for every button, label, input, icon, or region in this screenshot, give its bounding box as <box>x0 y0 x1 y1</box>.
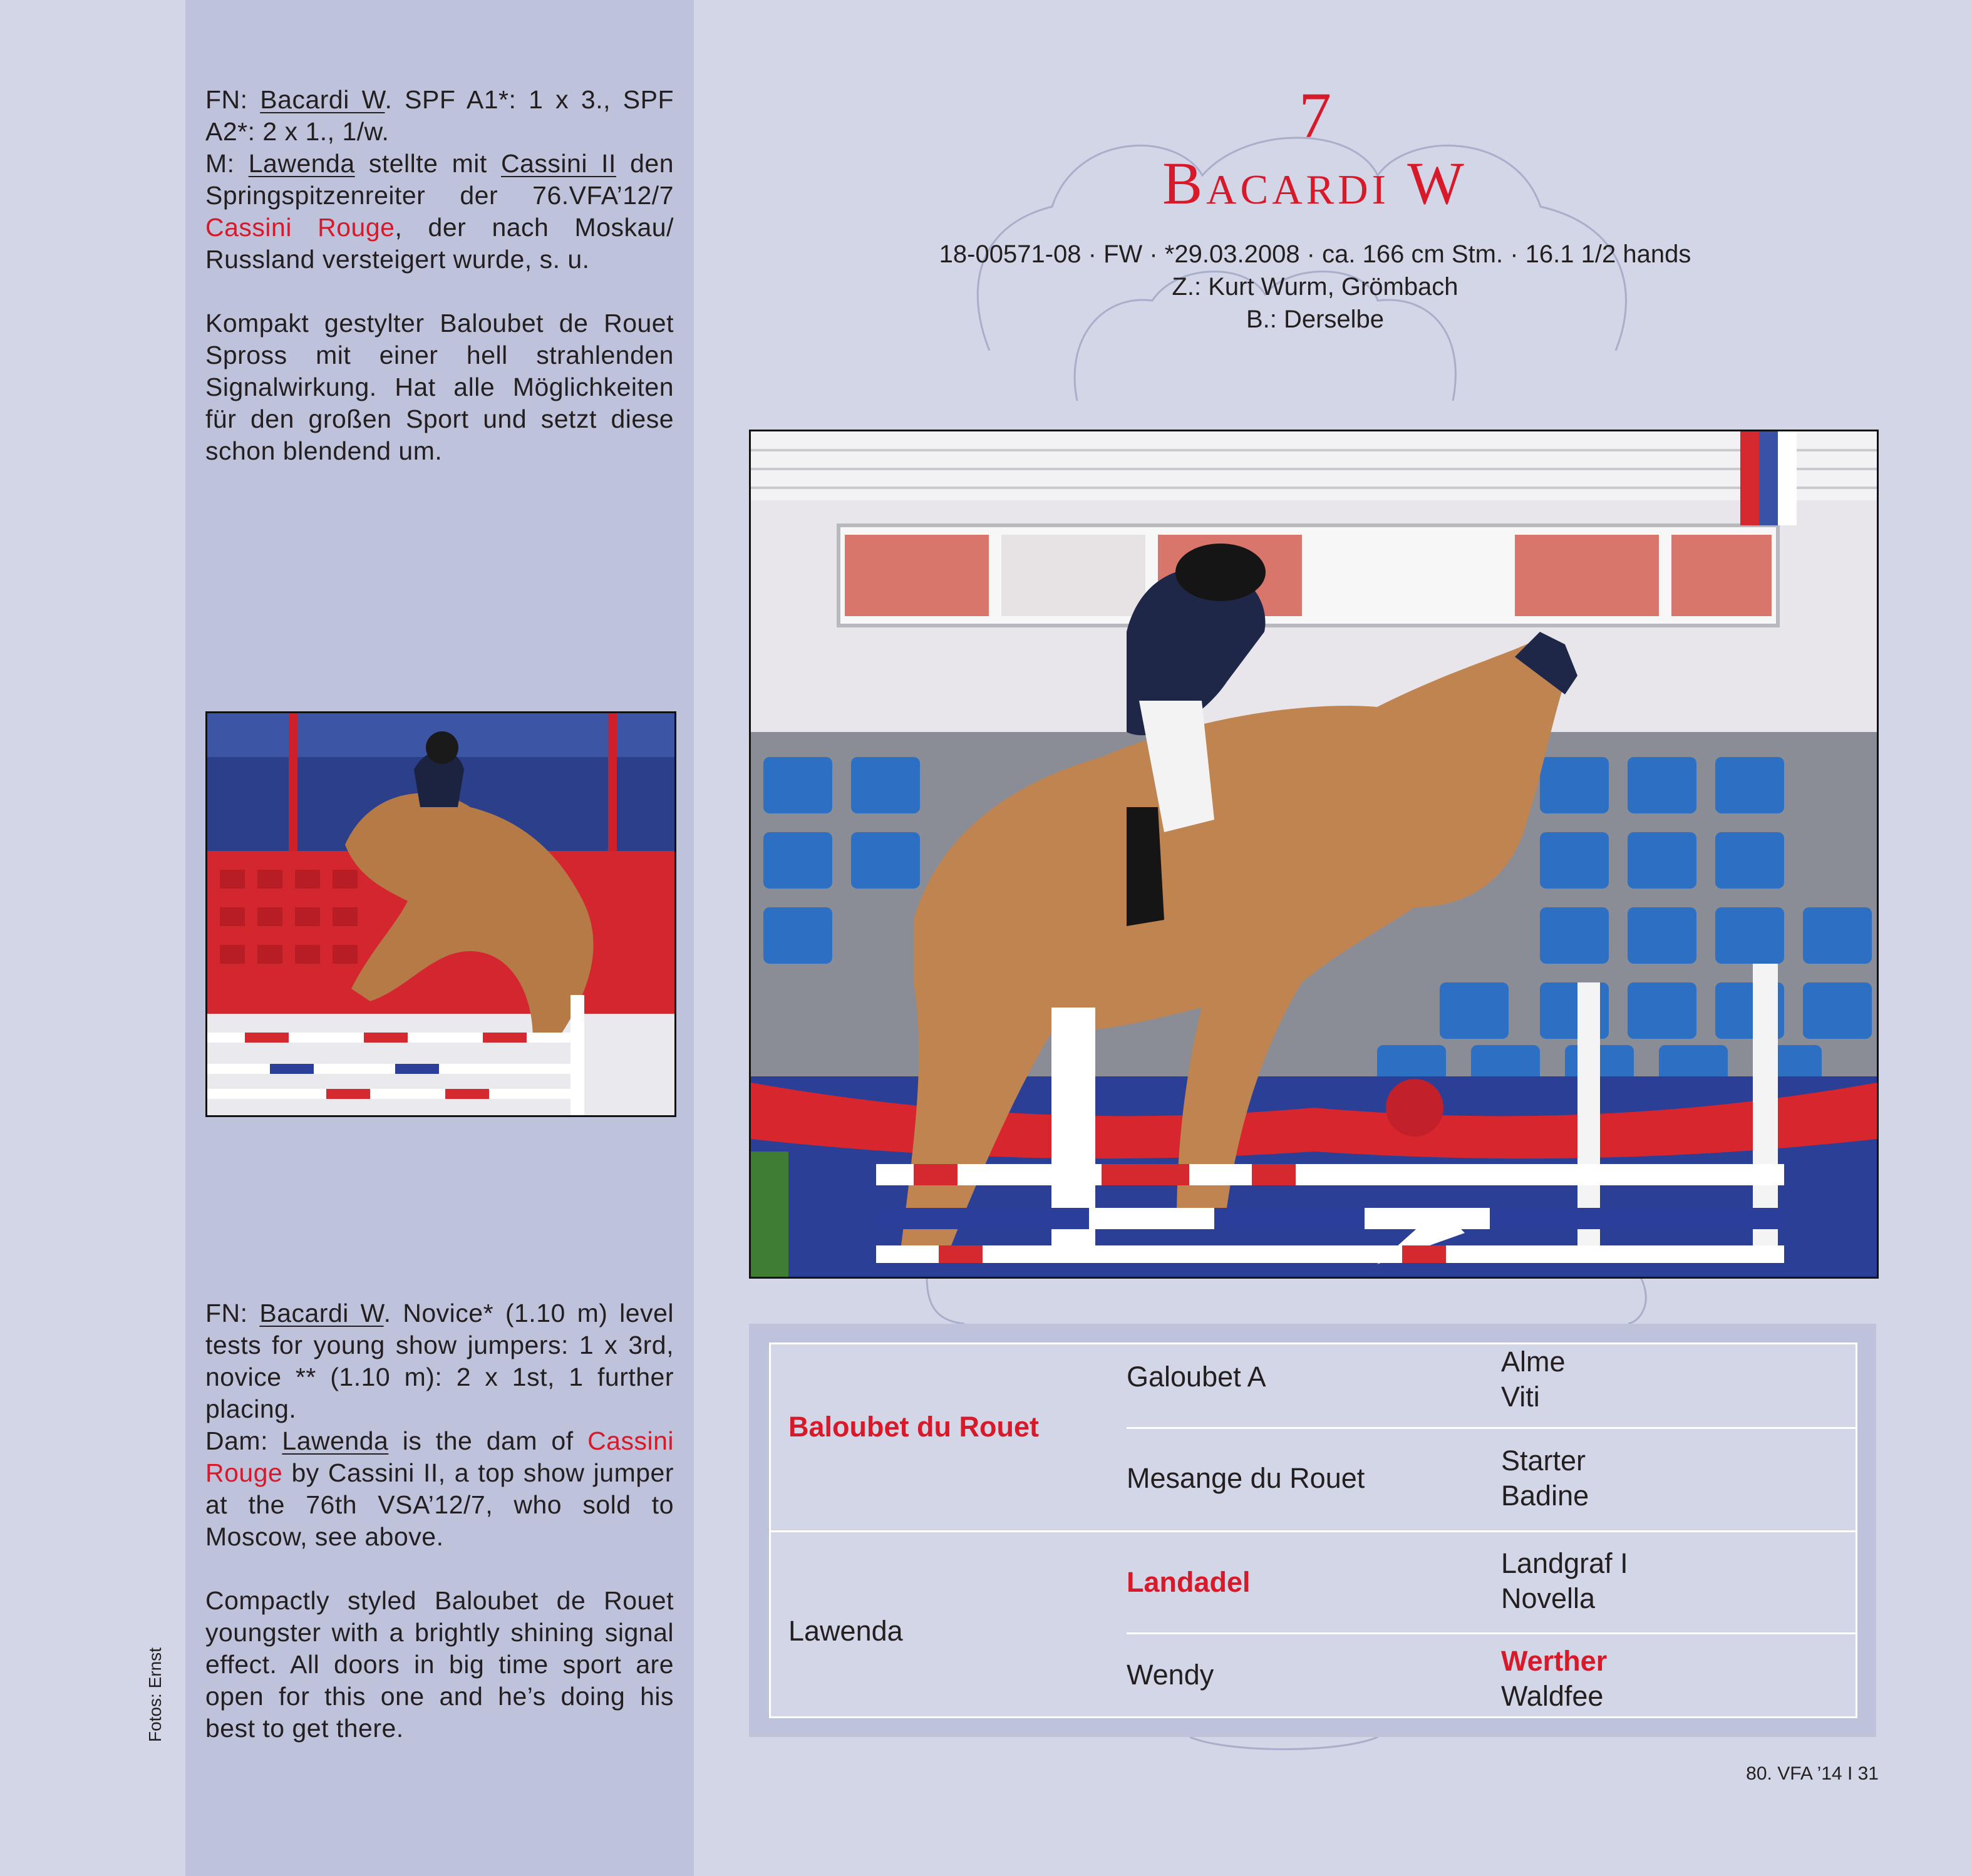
pedigree-ds-dam: Novella <box>1501 1582 1596 1614</box>
german-paragraph-2: Kompakt gestylter Baloubet de Rouet Spross mit einer hell strahlenden Signalwirkung. Hat alle Möglichkeiten für den großen Sport und setzt diese schon blendend um. <box>205 309 674 465</box>
text-fragment: by Cassini II, a top show jumper at the 76th VSA’12/7, who sold to Moscow, see above. <box>205 1458 674 1551</box>
pedigree-dam-dam: Wendy <box>1127 1659 1214 1691</box>
fn-label: FN: <box>205 85 261 114</box>
text-fragment: den Springspitzenreiter der 76.VFA’12/7 <box>205 149 674 210</box>
pedigree-ss-dam: Viti <box>1501 1381 1540 1413</box>
page-number: 80. VFA ’14 I 31 <box>1746 1763 1879 1784</box>
english-description <box>205 1297 674 1745</box>
dam-label: Dam: <box>205 1426 282 1455</box>
registration-line: 18-00571-08 · FW · *29.03.2008 · ca. 166 cm Stm. · 16.1 1/2 hands <box>939 240 1691 268</box>
small-photo <box>205 711 676 1117</box>
text-fragment: is the dam of <box>388 1426 588 1455</box>
pedigree-sire: Baloubet du Rouet <box>788 1411 1039 1443</box>
breeder-line: Z.: Kurt Wurm, Grömbach <box>1172 273 1458 301</box>
sire-name: Cassini II <box>501 149 616 178</box>
german-paragraph-1 <box>205 84 674 276</box>
pedigree-ds-sire: Landgraf I <box>1501 1547 1628 1579</box>
dam-label: M: <box>205 149 249 178</box>
photo-credit: Fotos: Ernst <box>145 1647 165 1742</box>
fn-label: FN: <box>205 1299 260 1327</box>
highlight-horse: Cassini Rouge <box>205 1426 674 1487</box>
pedigree-dam-sire: Landadel <box>1127 1566 1251 1598</box>
main-photo <box>749 430 1879 1279</box>
german-description <box>205 84 674 467</box>
pedigree-dd-dam: Waldfee <box>1501 1680 1604 1712</box>
lot-number: 7 <box>1299 80 1331 152</box>
horse-name-link: Bacardi W <box>259 1299 384 1327</box>
pedigree-sire-dam: Mesange du Rouet <box>1127 1462 1365 1494</box>
english-paragraph-2: Compactly styled Baloubet de Rouet youngster with a brightly shining signal effect. All doors in big time sport are open for this one and he’s doing his best to get there. <box>205 1586 674 1743</box>
owner-line: B.: Derselbe <box>1246 306 1385 333</box>
highlight-horse: Cassini Rouge <box>205 213 395 242</box>
horse-name-title: Bacardi W <box>1162 150 1468 217</box>
pedigree-ss-sire: Alme <box>1501 1346 1566 1378</box>
horse-name-link: Bacardi W <box>260 85 385 114</box>
text-fragment: , der nach Moskau/ Russland versteigert wurde, s. u. <box>205 213 674 274</box>
text-fragment: stellte mit <box>354 149 501 178</box>
pedigree-sd-sire: Starter <box>1501 1445 1586 1477</box>
results-text: . SPF A1*: 1 x 3., SPF A2*: 2 x 1., 1/w. <box>205 85 674 146</box>
pedigree-dd-sire: Werther <box>1501 1645 1608 1677</box>
pedigree-sd-dam: Badine <box>1501 1480 1589 1512</box>
pedigree-dam: Lawenda <box>788 1615 903 1647</box>
results-text: . Novice* (1.10 m) level tests for young show jumpers: 1 x 3rd, novice ** (1.10 m): 2 x 1st, 1 further placing. <box>205 1299 674 1423</box>
pedigree-table <box>769 1343 1857 1718</box>
pedigree-sire-sire: Galoubet A <box>1127 1361 1266 1393</box>
dam-name: Lawenda <box>282 1426 389 1455</box>
english-paragraph-1 <box>205 1297 674 1553</box>
dam-name: Lawenda <box>248 149 355 178</box>
